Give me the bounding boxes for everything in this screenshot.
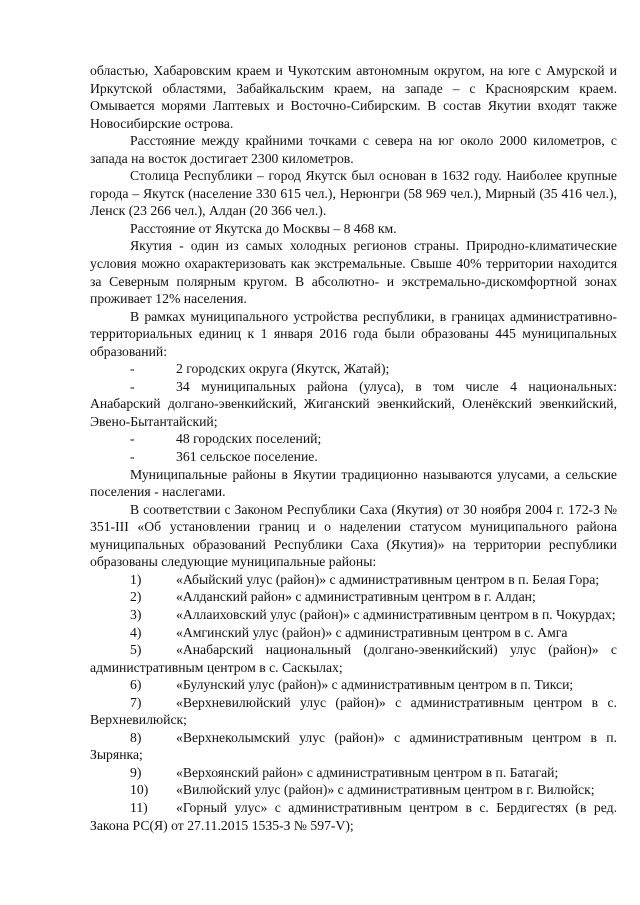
list-item [90, 588, 617, 606]
list-item [90, 694, 617, 729]
list-item [90, 571, 617, 589]
list-item-text: «Верхнеколымский улус (район)» с административным центром в п. Зырянка; [90, 729, 617, 763]
list-item-text: 2 городских округа (Якутск, Жатай); [176, 361, 390, 377]
list-item [90, 799, 617, 834]
paragraph-climate: Якутия - один из самых холодных регионов страны. Природно-климатические условия можно охарактеризовать как экстремальные. Свыше 40% территории находится за Северным полярным кругом. В абсолютно- и экстремально-дискомфортной зонах проживает 12% населения. [90, 238, 617, 307]
list-marker: 7) [130, 694, 142, 710]
list-item-text: «Верхоянский район» с административным центром в п. Батагай; [176, 764, 559, 780]
list-item [90, 360, 617, 378]
list-item-text: «Амгинский улус (район)» с административным центром в с. Амга [176, 624, 568, 640]
list-marker: 5) [130, 642, 142, 658]
list-item [90, 624, 617, 642]
document-page [90, 62, 617, 834]
list-item [90, 606, 617, 624]
list-marker: 4) [130, 624, 142, 640]
list-item-text: «Анабарский национальный (долгано-эвенкийский) улус (район)» с административным центром в с. Саскылах; [90, 642, 617, 675]
list-item-text: 48 городских поселений; [176, 431, 322, 447]
list-item-text: 361 сельское поселение. [176, 449, 318, 465]
list-item-text: «Абыйский улус (район)» с административным центром в п. Белая Гора; [176, 571, 600, 587]
list-item-text: «Вилюйский улус (район)» с административным центром в г. Вилюйск; [176, 782, 595, 798]
list-marker: 9) [130, 764, 142, 780]
paragraph-law-reference: В соответствии с Законом Республики Саха (Якутия) от 30 ноября 2004 г. 172-З № 351-III «Об установлении границ и о наделении статусом муниципального района муниципальных образований Республики Саха (Якутия)» на территории республики образованы следующие муниципальные районы: [90, 501, 617, 570]
list-marker: - [130, 361, 135, 377]
list-item-text: «Горный улус» с административным центром в с. Бердигестях (в ред. Закона РС(Я) от 27.11.2015 1535-З № 597-V); [90, 799, 617, 833]
list-marker: 3) [130, 606, 142, 622]
list-item-text: «Верхневилюйский улус (район)» с административным центром в с. Верхневилюйск; [90, 694, 617, 728]
list-item-text: «Алданский район» с административным центром в г. Алдан; [176, 589, 536, 605]
paragraph-capital: Столица Республики – город Якутск был основан в 1632 году. Наиболее крупные города – Якутск (население 330 615 чел.), Нерюнгри (58 969 чел.), Мирный (35 416 чел.), Ленск (23 266 чел.), Алдан (20 366 чел.). [90, 168, 617, 219]
list-item [90, 430, 617, 448]
list-marker: 8) [130, 729, 142, 745]
list-item-text: «Булунский улус (район)» с административным центром в п. Тикси; [176, 677, 574, 693]
paragraph-distance: Расстояние между крайними точками с севера на юг около 2000 километров, с запада на восток достигает 2300 километров. [90, 133, 617, 166]
list-marker: - [130, 431, 135, 447]
list-marker: - [130, 449, 135, 465]
list-marker: 1) [130, 571, 142, 587]
paragraph-borders: областью, Хабаровским краем и Чукотским автономным округом, на юге с Амурской и Иркутской областями, Забайкальским краем, на западе – с Красноярским краем. Омывается морями Лаптевых и Восточно-Сибирским. В состав Якутии входят также Новосибирские острова. [90, 63, 617, 131]
list-marker: 10) [130, 782, 149, 798]
list-item-text: 34 муниципальных района (улуса), в том числе 4 национальных: Анабарский долгано-эвенкийский, Жиганский эвенкийский, Оленёкский эвенкийский, Эвено-Бытантайский; [90, 378, 617, 429]
list-marker: 11) [130, 799, 148, 815]
list-marker: 6) [130, 677, 142, 693]
list-item [90, 764, 617, 782]
list-item [90, 676, 617, 694]
list-item [90, 641, 617, 676]
paragraph-ulus-naming: Муниципальные районы в Якутии традиционно называются улусами, а сельские поселения - наслегами. [90, 466, 617, 500]
list-marker: - [130, 378, 135, 394]
list-item-text: «Аллаиховский улус (район)» с административным центром в п. Чокурдах; [176, 606, 616, 622]
list-item [90, 781, 617, 799]
list-item [90, 378, 617, 431]
list-marker: 2) [130, 589, 142, 605]
paragraph-moscow-distance: Расстояние от Якутска до Москвы – 8 468 км. [130, 220, 397, 236]
paragraph-municipal-structure: В рамках муниципального устройства республики, в границах административно-территориальных единиц к 1 января 2016 года были образованы 445 муниципальных образований: [90, 308, 617, 359]
list-item [90, 448, 617, 466]
dash-list [90, 360, 617, 465]
list-item [90, 729, 617, 764]
numbered-list [90, 571, 617, 834]
